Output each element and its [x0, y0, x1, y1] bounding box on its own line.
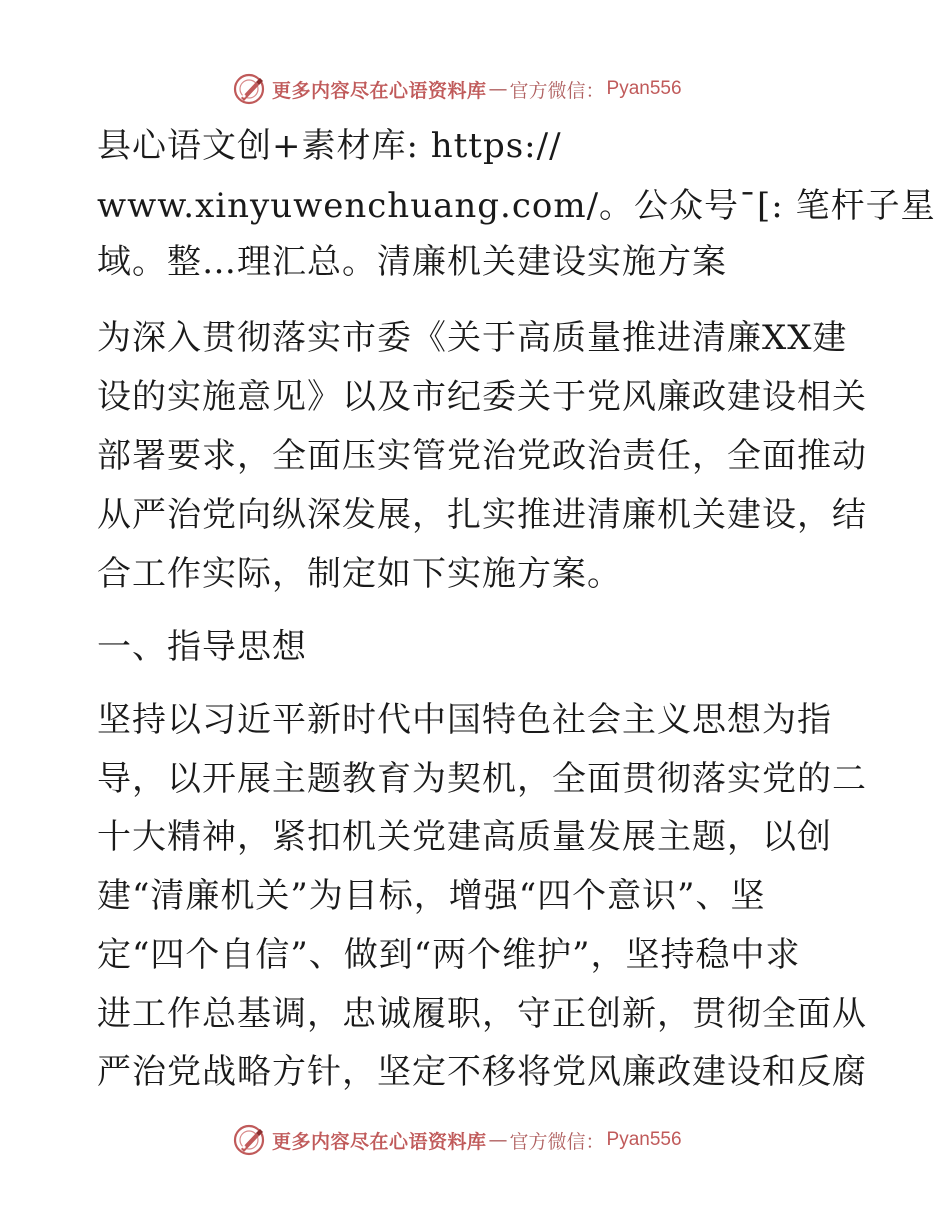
text-line: 县心语文创+素材库: https:// [97, 126, 562, 166]
text-line: 导，以开展主题教育为契机，全面贯彻落实党的二 [97, 759, 867, 799]
text-line: 建“清廉机关”为目标，增强“四个意识”、坚 [97, 876, 766, 916]
text-line: 严治党战略方针，坚定不移将党风廉政建设和反腐 [97, 1052, 867, 1092]
text-line: 坚持以习近平新时代中国特色社会主义思想为指 [97, 700, 832, 740]
watermark-official-label: 官方微信： [509, 79, 605, 102]
fountain-pen-logo-icon [232, 1123, 266, 1157]
text-line: 设的实施意见》以及市纪委关于党风廉政建设相关 [97, 377, 867, 417]
section-heading: 一、指导思想 [97, 627, 307, 667]
text-line: 从严治党向纵深发展，扎实推进清廉机关建设，结 [97, 495, 867, 535]
watermark-banner-bottom [232, 1123, 682, 1157]
watermark-separator: — [488, 1129, 508, 1151]
text-line: 进工作总基调，忠诚履职，守正创新，贯彻全面从 [97, 994, 867, 1034]
watermark-separator: — [488, 78, 508, 100]
text-line: 定“四个自信”、做到“两个维护”，坚持稳中求 [97, 935, 801, 975]
watermark-official-label: 官方微信： [509, 1130, 605, 1153]
text-line: www.xinyuwenchuang.com/。公众号¯[: 笔杆子星 [97, 186, 936, 226]
text-line: 合工作实际，制定如下实施方案。 [97, 554, 622, 594]
watermark-site-text: 更多内容尽在心语资料库 [272, 79, 487, 102]
watermark-banner-top [232, 72, 682, 106]
watermark-wechat-id: Pyan556 [606, 1129, 682, 1150]
text-line: 十大精神，紧扣机关党建高质量发展主题，以创 [97, 817, 832, 857]
text-line: 为深入贯彻落实市委《关于高质量推进清廉XX建 [97, 318, 848, 358]
fountain-pen-logo-icon [232, 72, 266, 106]
text-line: 域。整…理汇总。清廉机关建设实施方案 [97, 242, 727, 282]
watermark-site-text: 更多内容尽在心语资料库 [272, 1130, 487, 1153]
text-line: 部署要求，全面压实管党治党政治责任，全面推动 [97, 436, 867, 476]
watermark-wechat-id: Pyan556 [606, 78, 682, 99]
